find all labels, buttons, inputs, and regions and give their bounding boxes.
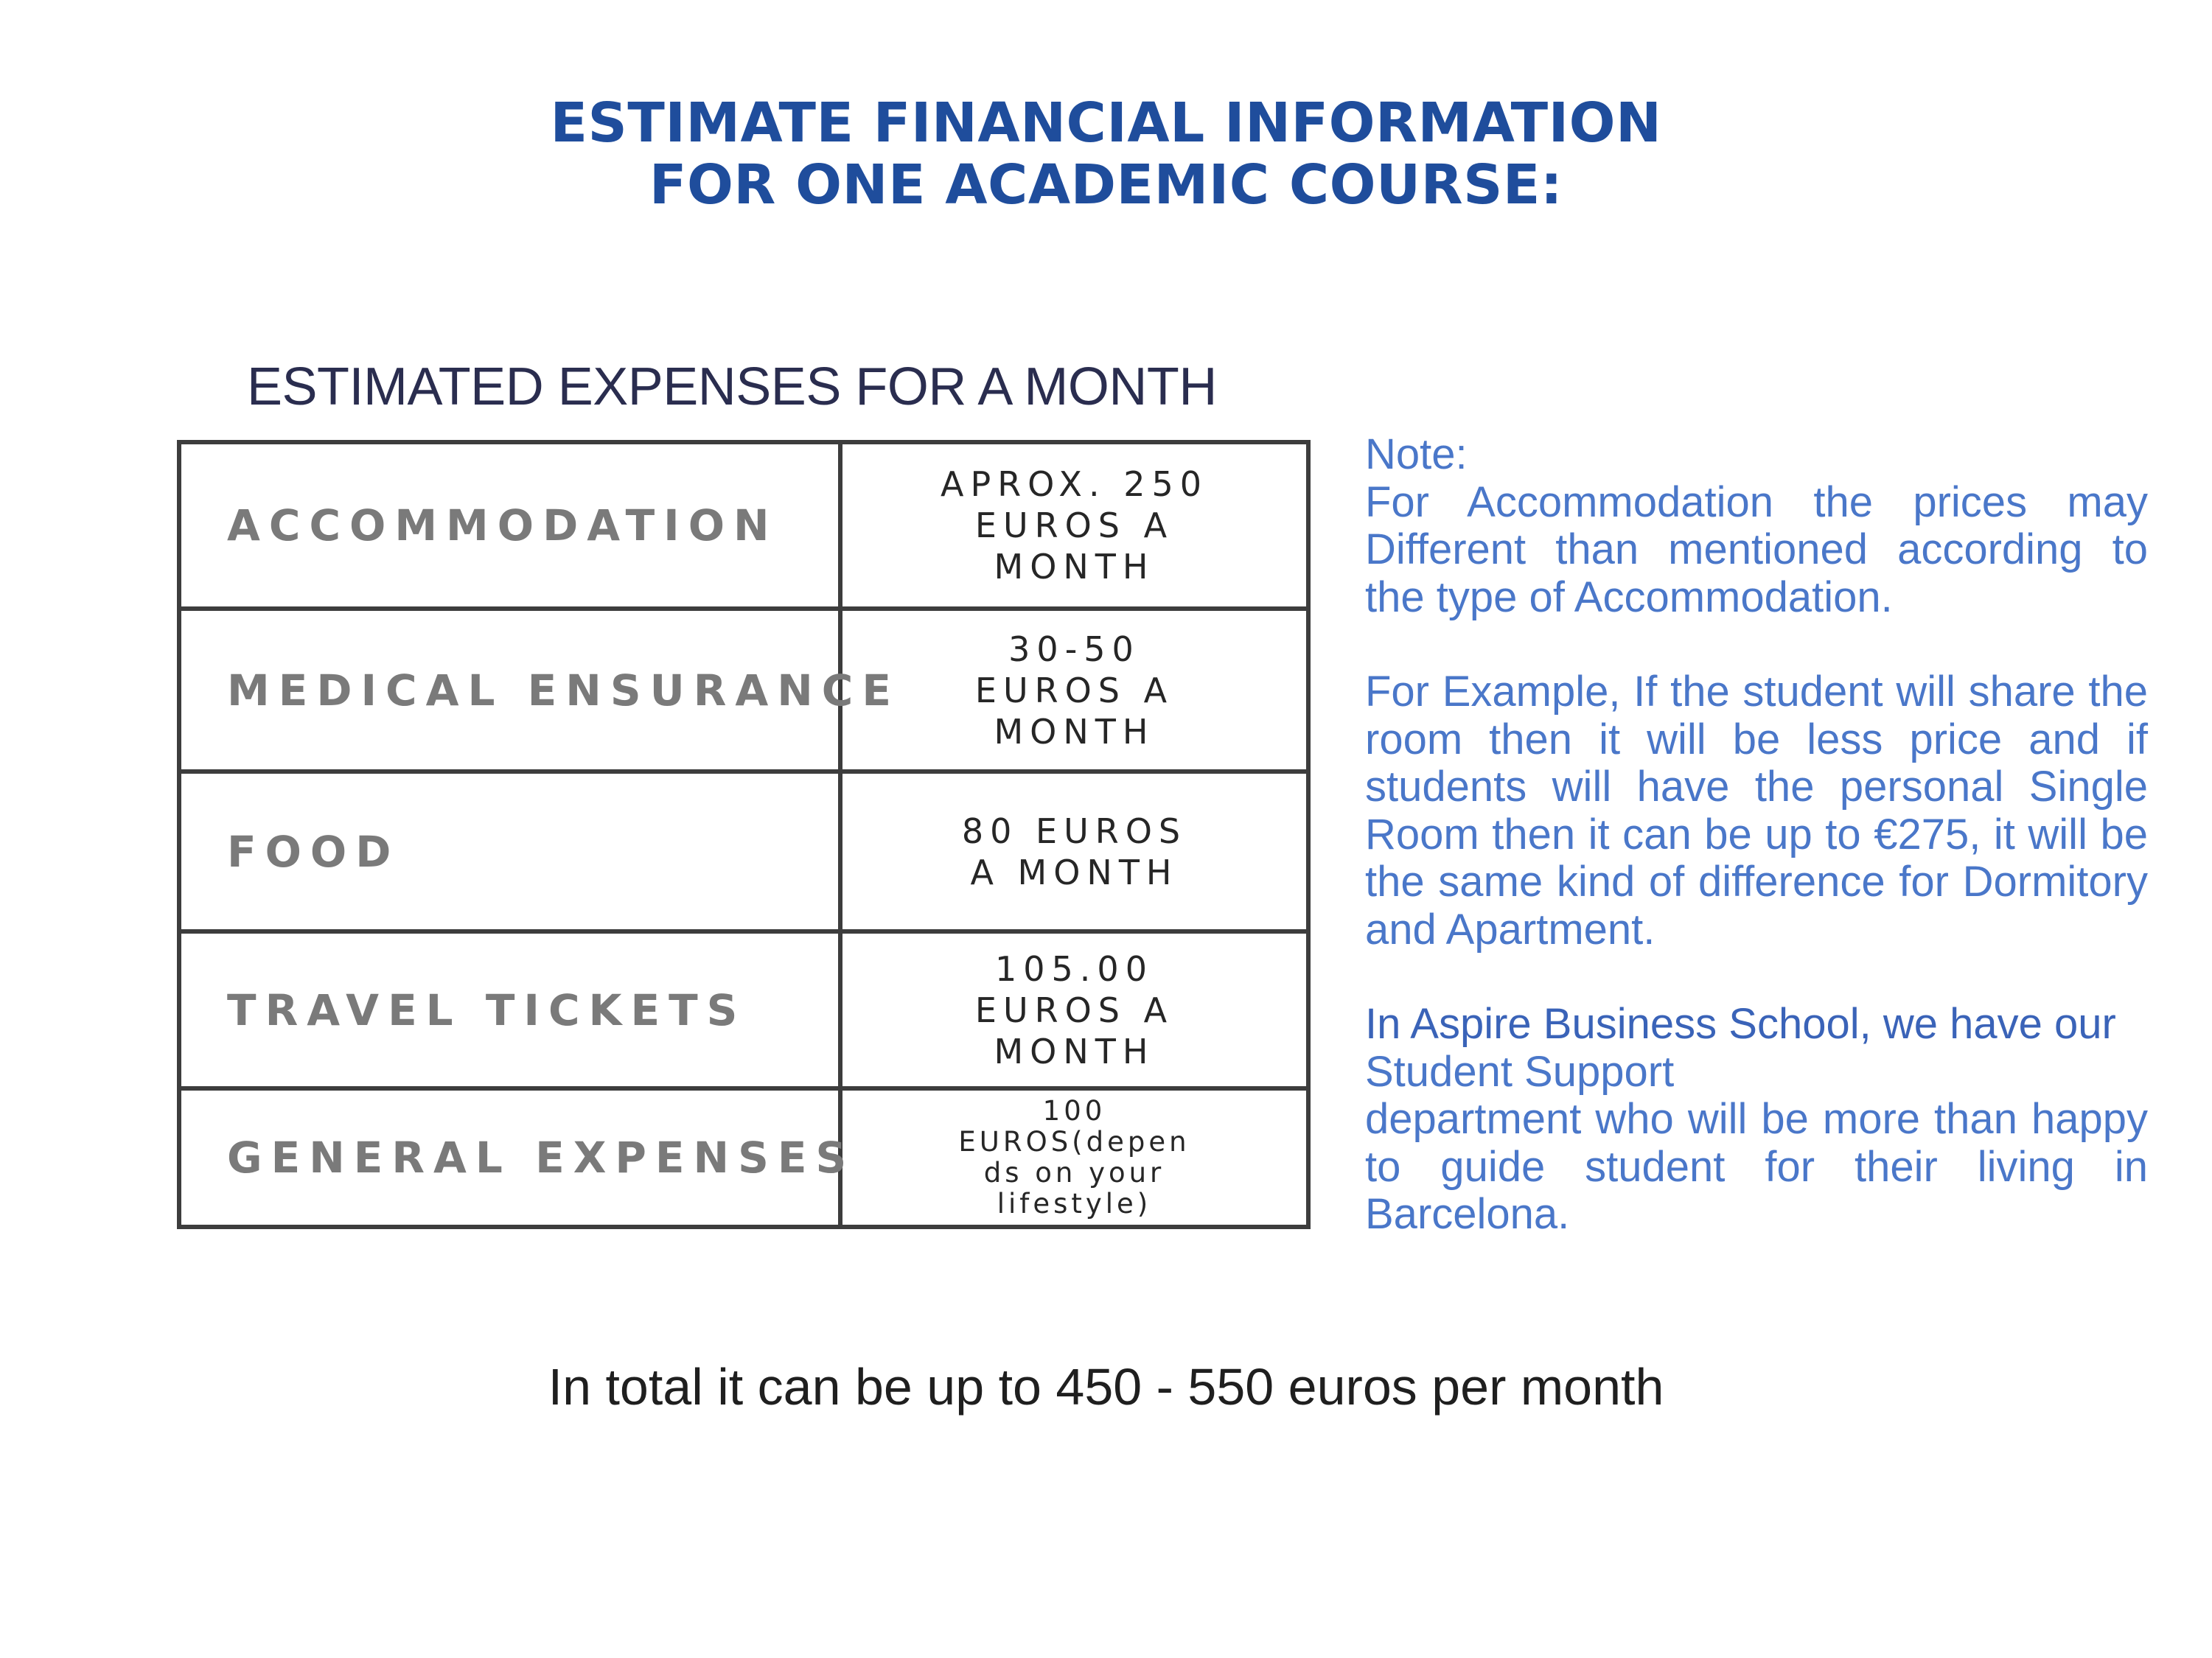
amount-line: EUROS A xyxy=(974,670,1174,710)
category-cell: ACCOMMODATION xyxy=(181,444,842,606)
table-row xyxy=(181,934,1306,1091)
amount-line: ds on your xyxy=(983,1157,1165,1189)
amount-line: EUROS A xyxy=(974,506,1174,545)
note-support-line-3: department who will be more than happy to guide student for their living in Barcelona. xyxy=(1365,1095,2148,1238)
amount-cell xyxy=(842,444,1306,606)
amount-line: APROX. 250 xyxy=(941,464,1208,504)
table-heading: ESTIMATED EXPENSES FOR A MONTH xyxy=(247,357,1217,416)
note-label: Note: xyxy=(1365,430,1468,478)
expense-table xyxy=(177,440,1311,1229)
table-row xyxy=(181,444,1306,611)
amount-cell xyxy=(842,774,1306,929)
amount-line: lifestyle) xyxy=(997,1188,1152,1220)
category-cell: MEDICAL ENSURANCE xyxy=(181,611,842,769)
page-title xyxy=(0,92,2212,216)
table-row xyxy=(181,774,1306,934)
note-accommodation-text: For Accommodation the prices may Different than mentioned according to the type of Accommodation. xyxy=(1365,478,2148,621)
category-cell: TRAVEL TICKETS xyxy=(181,934,842,1086)
amount-line: MONTH xyxy=(994,711,1155,752)
amount-line: EUROS(depen xyxy=(958,1126,1190,1158)
page-title-line-1: ESTIMATE FINANCIAL INFORMATION xyxy=(550,91,1662,155)
amount-line: 80 EUROS xyxy=(961,811,1187,851)
amount-cell xyxy=(842,1091,1306,1225)
amount-line: 100 xyxy=(1042,1095,1106,1127)
amount-line: 105.00 xyxy=(995,948,1154,989)
amount-line: A MONTH xyxy=(970,852,1179,892)
table-row xyxy=(181,611,1306,774)
amount-cell xyxy=(842,611,1306,769)
total-summary: In total it can be up to 450 - 550 euros per month xyxy=(548,1358,1664,1416)
note-support-line-1: In Aspire Business School, we have our xyxy=(1365,1000,2116,1048)
table-row xyxy=(181,1091,1306,1225)
amount-line: EUROS A xyxy=(974,990,1174,1030)
category-cell: FOOD xyxy=(181,774,842,929)
note-example-text: For Example, If the student will share the room then it will be less price and if students will have the personal Single Room then it can be up to €275, it will be the same kind of difference for Dormitory and Apartment. xyxy=(1365,668,2148,954)
amount-line: MONTH xyxy=(994,1031,1155,1071)
category-cell: GENERAL EXPENSES xyxy=(181,1091,842,1225)
note-panel xyxy=(1365,431,2148,1239)
amount-line: MONTH xyxy=(994,547,1155,587)
note-support-line-2: Student Support xyxy=(1365,1047,1675,1096)
amount-cell xyxy=(842,934,1306,1086)
page-title-line-2: FOR ONE ACADEMIC COURSE: xyxy=(649,153,1563,217)
amount-line: 30-50 xyxy=(1008,629,1140,669)
